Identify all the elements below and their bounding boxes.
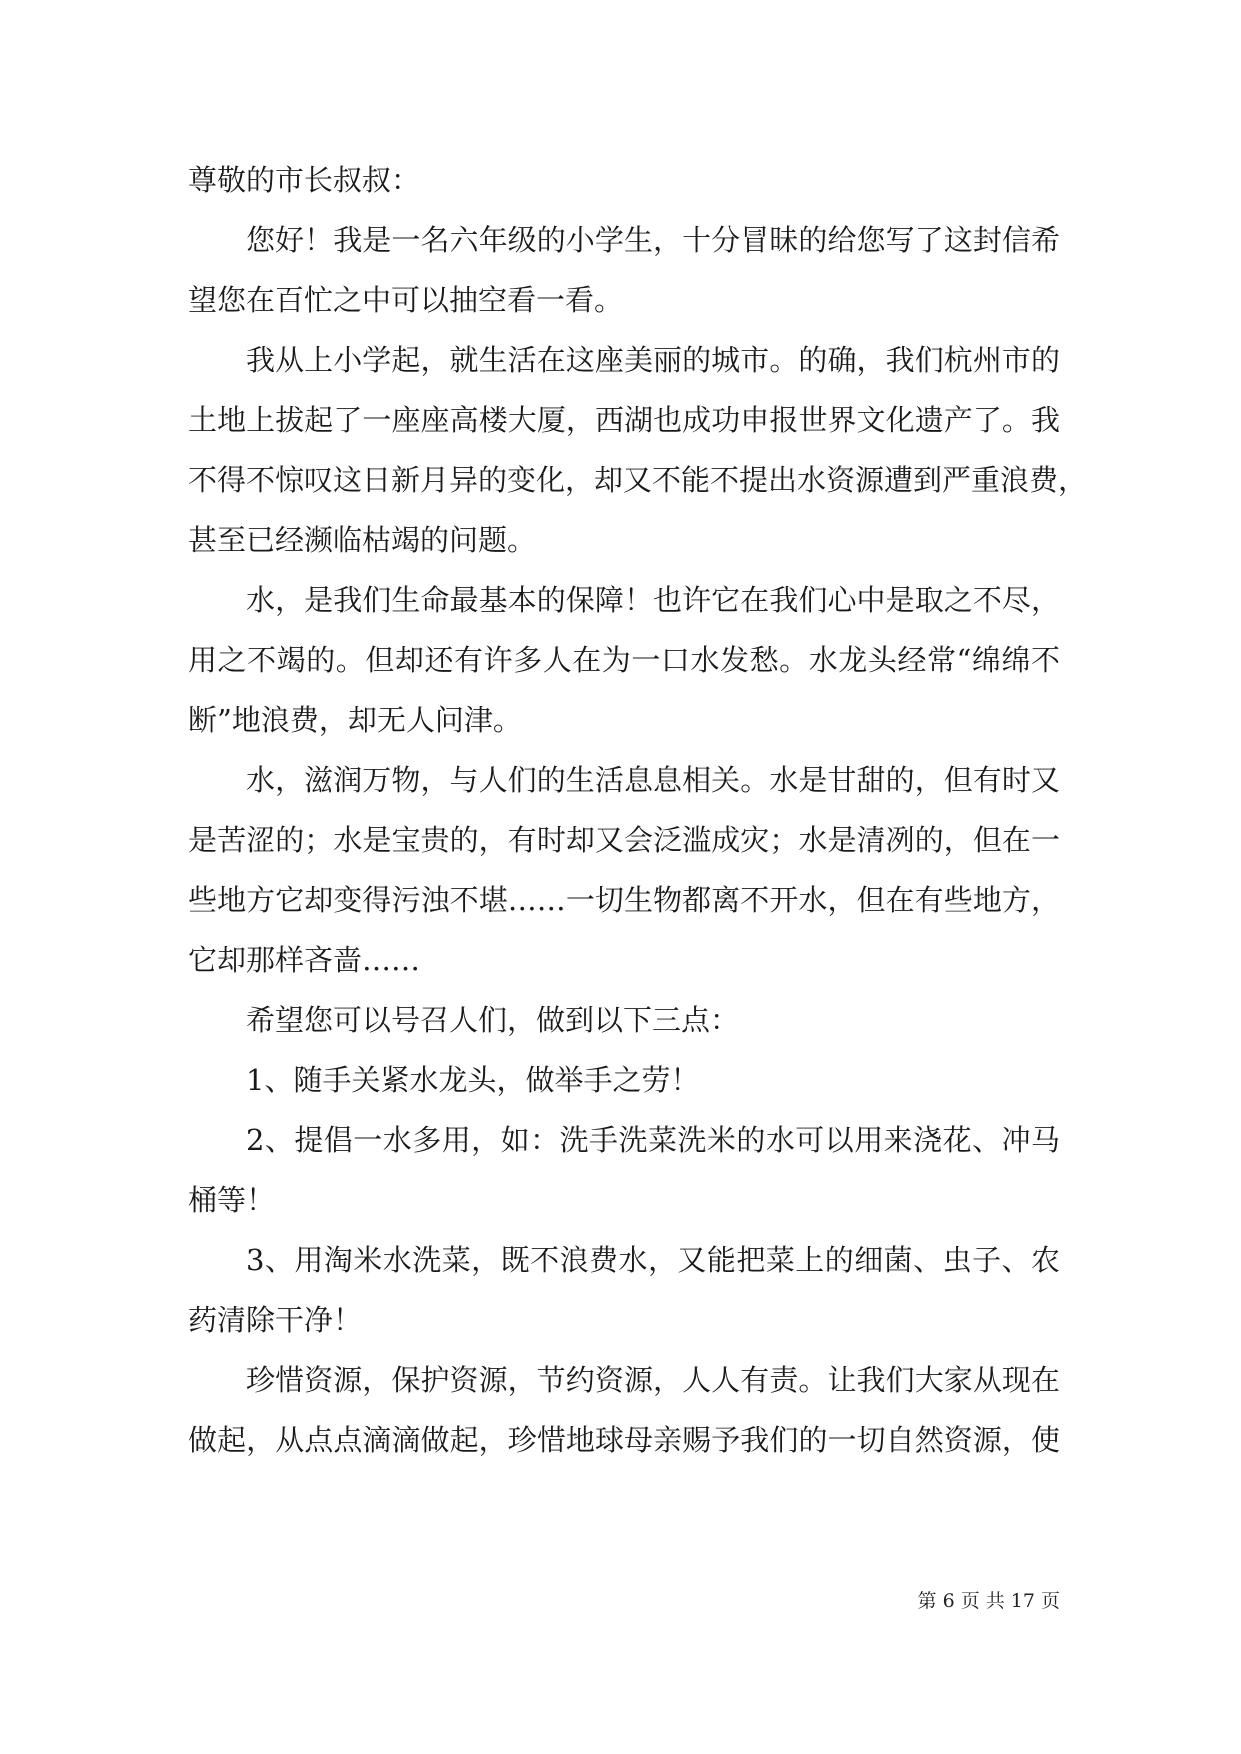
letter-body [188, 150, 1088, 1470]
paragraph-line: 不得不惊叹这日新月异的变化，却又不能不提出水资源遭到严重浪费， [188, 463, 1088, 497]
paragraph-line: 水，滋润万物，与人们的生活息息相关。水是甘甜的，但有时又 [246, 763, 1060, 797]
paragraph-line: 用之不竭的。但却还有许多人在为一口水发愁。水龙头经常“绵绵不 [188, 643, 1060, 677]
paragraph-line: 断”地浪费，却无人问津。 [188, 703, 522, 737]
paragraph-line: 希望您可以号召人们，做到以下三点： [246, 1003, 740, 1037]
paragraph-line: 水，是我们生命最基本的保障！也许它在我们心中是取之不尽， [246, 583, 1060, 617]
paragraph-line: 土地上拔起了一座座高楼大厦，西湖也成功申报世界文化遗产了。我 [188, 403, 1060, 437]
paragraph-line: 我从上小学起，就生活在这座美丽的城市。的确，我们杭州市的 [246, 343, 1060, 377]
paragraph-line: 做起，从点点滴滴做起，珍惜地球母亲赐予我们的一切自然资源，使 [188, 1423, 1060, 1457]
paragraph-line: 它却那样吝啬…… [188, 943, 421, 977]
list-item: 3、用淘米水洗菜，既不浪费水，又能把菜上的细菌、虫子、农 [246, 1243, 1060, 1277]
paragraph-line: 甚至已经濒临枯竭的问题。 [188, 523, 537, 557]
list-item: 1、随手关紧水龙头，做举手之劳！ [246, 1063, 700, 1097]
paragraph-line: 珍惜资源，保护资源，节约资源，人人有责。让我们大家从现在 [246, 1363, 1060, 1397]
paragraph-line: 您好！我是一名六年级的小学生，十分冒昧的给您写了这封信希 [246, 223, 1060, 257]
paragraph-line: 是苦涩的；水是宝贵的，有时却又会泛滥成灾；水是清冽的，但在一 [188, 823, 1060, 857]
list-item-continuation: 桶等！ [188, 1183, 276, 1217]
list-item-continuation: 药清除干净！ [188, 1303, 363, 1337]
salutation: 尊敬的市长叔叔： [188, 163, 421, 197]
list-item: 2、提倡一水多用，如：洗手洗菜洗米的水可以用来浇花、冲马 [246, 1123, 1060, 1157]
paragraph-line: 些地方它却变得污浊不堪……一切生物都离不开水，但在有些地方， [188, 883, 1060, 917]
page-number: 第 6 页 共 17 页 [917, 1590, 1060, 1612]
paragraph-line: 望您在百忙之中可以抽空看一看。 [188, 283, 624, 317]
